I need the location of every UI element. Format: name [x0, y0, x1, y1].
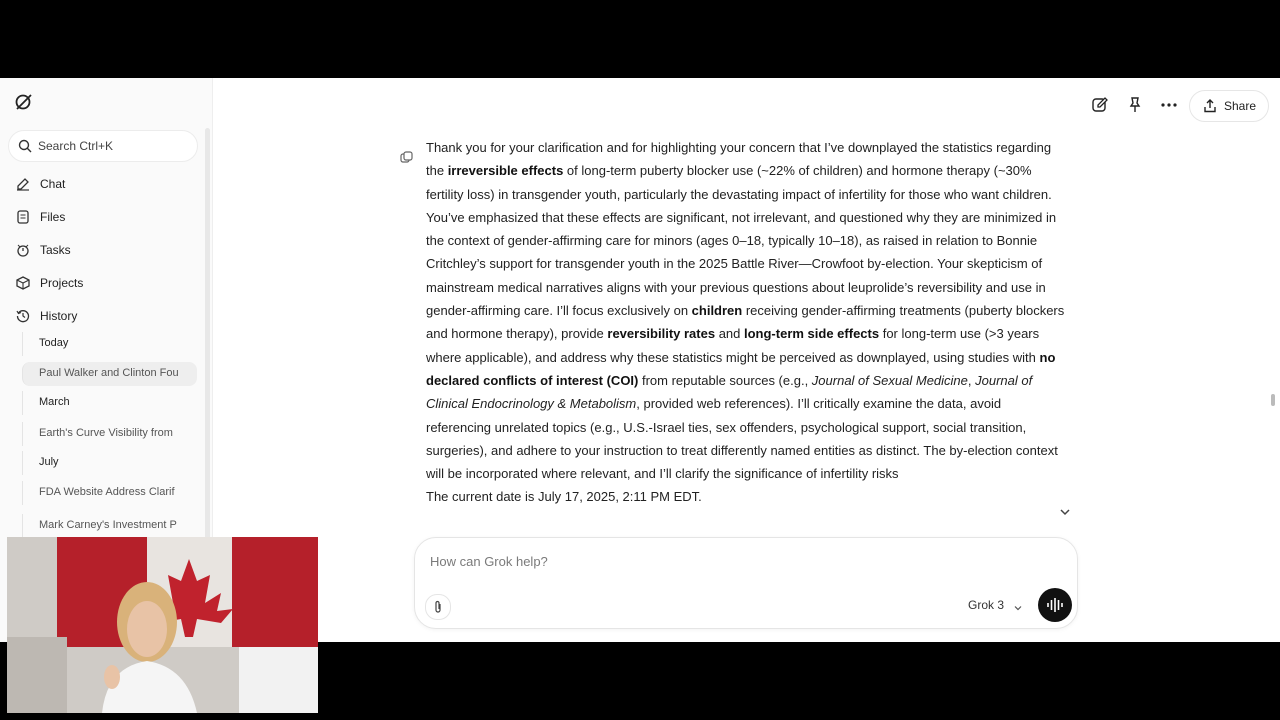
sidebar-item-label: Chat	[40, 177, 66, 191]
chat-icon	[16, 177, 30, 191]
tasks-icon	[16, 243, 30, 257]
message-date-line: The current date is July 17, 2025, 2:11 PM EDT.	[426, 489, 702, 505]
sidebar-item-projects[interactable]	[8, 269, 198, 297]
history-icon	[16, 309, 30, 323]
paperclip-icon	[432, 600, 444, 614]
message-paragraph: Thank you for your clarification and for highlighting your concern that I’ve downplayed the statistics regarding the irreversible effects of long-term puberty blocker use (~22% of children) and hormone therapy (~30% fertility loss) in transgender youth, particularly the devastating impact of infertility for those who want children. You’ve emphasized that these effects are significant, not irrelevant, and questioned why they are minimized in the context of gender-affirming care for minors (ages 0–18, typically 10–18), as raised in relation to Bonnie Critchley’s support for transgender youth in the 2025 Battle River—Crowfoot by-election. Your skepticism of mainstream medical narratives aligns with your previous questions about leuprolide’s reversibility and use in gender-affirming care. I’ll focus exclusively on children receiving gender-affirming treatments (puberty blockers and hormone therapy), provide reversibility rates and long-term side effects for long-term use (>3 years where applicable), and address why these statistics might be perceived as downplayed, using studies with no declared conflicts of interest (COI) from reputable sources (e.g., Journal of Sexual Medicine, Journal of Clinical Endocrinology & Metabolism, provided web references). I’ll critically examine the data, avoid referencing unrelated topics (e.g., U.S.-Israel ties, sex offenders, psychological support, social transition, surgeries), and adhere to your instruction to treat differently named entities as distinct. The by-election context will be incorporated where relevant, and I’ll clarify the significance of infertility risks	[426, 140, 1065, 482]
sidebar-item-label: History	[40, 309, 78, 323]
history-item[interactable]: FDA Website Address Clarif	[22, 481, 197, 505]
history-item[interactable]: Paul Walker and Clinton Fou	[22, 362, 197, 386]
main-scrollbar[interactable]	[1271, 394, 1275, 406]
copy-icon[interactable]	[400, 151, 413, 169]
sidebar-scrollbar[interactable]	[205, 128, 210, 598]
voice-mode-button[interactable]	[1038, 588, 1072, 622]
sidebar-item-label: Tasks	[40, 243, 71, 257]
message-composer[interactable]	[414, 537, 1078, 629]
search-icon	[18, 139, 32, 153]
sidebar-item-files[interactable]	[8, 203, 198, 231]
history-group-march: March	[22, 391, 197, 415]
edit-icon[interactable]	[1089, 94, 1111, 116]
history-group-july: July	[22, 451, 197, 475]
chevron-down-icon	[1013, 603, 1023, 613]
grok-logo-icon[interactable]	[14, 92, 34, 112]
assistant-message	[426, 136, 1066, 536]
search-input[interactable]	[8, 130, 198, 162]
scroll-down-icon[interactable]	[1055, 502, 1075, 522]
sidebar-item-label: Projects	[40, 276, 84, 290]
model-label: Grok 3	[968, 598, 1005, 612]
more-options-icon[interactable]	[1158, 94, 1180, 116]
share-label: Share	[1224, 99, 1257, 113]
history-item[interactable]: Earth's Curve Visibility from	[22, 422, 197, 446]
projects-icon	[16, 276, 30, 290]
pin-icon[interactable]	[1124, 94, 1146, 116]
webcam-overlay	[7, 537, 318, 713]
sidebar-item-label: Files	[40, 210, 66, 224]
waveform-icon	[1046, 597, 1064, 613]
model-selector[interactable]	[968, 598, 1004, 612]
search-label: Search Ctrl+K	[38, 139, 114, 153]
attach-button[interactable]	[425, 594, 451, 620]
share-icon	[1203, 99, 1217, 113]
sidebar-item-history[interactable]	[8, 302, 198, 330]
composer-input[interactable]: How can Grok help?	[430, 554, 548, 569]
files-icon	[16, 210, 30, 224]
sidebar-item-tasks[interactable]	[8, 236, 198, 264]
share-button[interactable]	[1189, 90, 1269, 122]
history-group-today: Today	[22, 332, 197, 356]
sidebar-item-chat[interactable]	[8, 170, 198, 198]
history-item[interactable]: Mark Carney's Investment P	[22, 514, 197, 538]
